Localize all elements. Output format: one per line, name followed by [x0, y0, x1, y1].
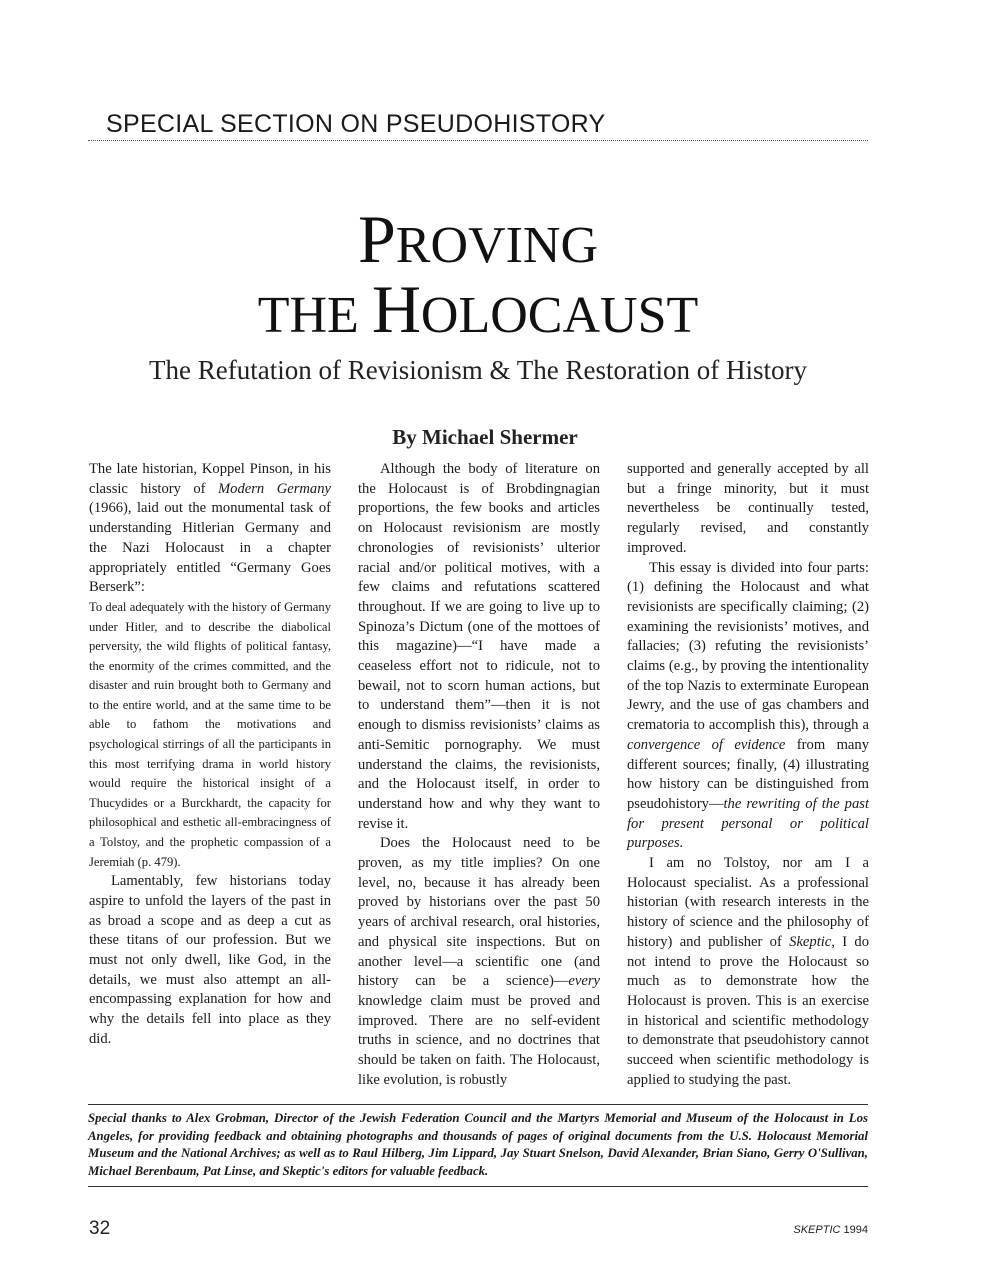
section-header-text: SPECIAL SECTION ON PSEUDOHISTORY: [106, 110, 606, 138]
col3-p2-italic-2: the rewriting of the past for present personal or political purposes.: [627, 795, 869, 852]
page-number: 32: [89, 1218, 111, 1239]
col3-p3-text-a: I am no Tolstoy, nor am I a Holocaust specialist. As a professional historian (with research interests in the history of science and the philosophy of history) and publisher of: [627, 855, 869, 950]
article-title-line-2: [88, 271, 868, 347]
col3-p3-text-b: I do not intend to prove the Holocaust so much as to demonstrate how the Holocaust is proven. This is an exercise in historical and scientific methodology to demonstrate that pseudohistory cannot succeed when scientific methodology is applied to studying the past.: [627, 933, 869, 1088]
col3-p2-text-a: This essay is divided into four parts: (1) defining the Holocaust and what revisionists are specifically claiming; (2) examining the revisionists’ motives, and fallacies; (3) refuting the revisionists’ claims (e.g., by proving the intentionality of the top Nazis to exterminate European Jewry, and the use of gas chambers and crematoria to accomplish this), through a: [627, 559, 869, 734]
col1-paragraph-2: Lamentably, few historians today aspire to unfold the layers of the past in as broad a scope and as deep a cut as these titans of our profession. But we must not only dwell, like God, in the details, we must also attempt an all-encompassing explanation for how and why the details fell into place as they did.: [89, 873, 331, 1047]
col1-p1-text-b: (1966), laid out the monumental task of understanding Hitlerian Germany and the Nazi Holocaust in a chapter appropriately entitled “Germany Goes Berserk”:: [89, 500, 331, 596]
col2-p2-italic: every: [568, 973, 600, 990]
journal-year: 1994: [843, 1224, 868, 1236]
col3-p3-italic: Skeptic,: [789, 933, 835, 950]
title-prefix-the: THE: [257, 287, 372, 344]
col2-paragraph-2: [358, 834, 600, 1090]
journal-footer: [793, 1224, 868, 1236]
col1-p1-text-a: The late historian, Koppel Pinson, in his classic history of: [89, 461, 331, 497]
journal-name: SKEPTIC: [793, 1224, 841, 1236]
byline: By Michael Shermer: [392, 425, 578, 449]
col1-blockquote: To deal adequately with the history of Germany under Hitler, and to describe the diabolical perversity, the wild flights of political fantasy, the enormity of the crimes committed, and the disaster and ruin brought both to Germany and to the entire world, and at the same time to be able to fathom the motivations and psychological stirrings of all the participants in this most terrifying drama in world history would require the historical insight of a Thucydides or a Burckhardt, the capacity for philosophical and esthetic all-embracingness of a Tolstoy, and the prophetic compassion of a Jeremiah (p. 479).: [89, 599, 331, 869]
col3-paragraph-3: [627, 854, 869, 1090]
col1-paragraph-1: [89, 460, 331, 598]
col3-p2-italic-1: convergence of evidence: [627, 736, 786, 753]
section-header: [88, 108, 868, 141]
col3-p2-text-b: from many different sources; finally, (4) illustrating how history can be distinguished from pseudohistory—: [627, 736, 869, 812]
title-initial-h: H: [371, 271, 421, 347]
acknowledgment-box: Special thanks to Alex Grobman, Director of the Jewish Federation Council and the Martyrs Memorial and Museum of the Holocaust in Los Angeles, for providing feedback and obtaining photographs and thousands of pages of original documents from the U.S. Holocaust Memorial Museum and the National Archives; as well as to Raul Hilberg, Jim Lippard, Jay Stuart Snelson, David Alexander, Brian Siano, Gerry O'Sullivan, Michael Berenbaum, Pat Linse, and Skeptic's editors for valuable feedback.: [88, 1104, 868, 1187]
col2-paragraph-1: Although the body of literature on the Holocaust is of Brobdingnagian proportions, the few books and articles on Holocaust revisionism are mostly chronologies of revisionists’ ulterior racial and/or political motives, with a few claims and refutations scattered throughout. If we are going to live up to Spinoza’s Dictum (one of the mottoes of this magazine)—“I have made a ceaseless effort not to ridicule, not to bewail, not to scorn human actions, but to understand them”—then it is not enough to dismiss revisionists’ claims as anti-Semitic pornography. We must understand the claims, the revisionists, and the Holocaust itself, in order to understand how and why they want to revise it.: [358, 461, 600, 832]
col3-paragraph-1: supported and generally accepted by all but a fringe minority, but it must nevertheless be continually tested, regularly revised, and constantly improved.: [627, 461, 869, 556]
article-title-line-1: [88, 201, 868, 277]
title-rest-olocaust: OLOCAUST: [420, 287, 699, 344]
col2-p2-text-b: knowledge claim must be proved and improved. There are no self-evident truths in science, and no doctrines that should be taken on faith. The Holocaust, like evolution, is robustly: [358, 992, 600, 1088]
col1-p1-book-title: Modern Germany: [218, 480, 331, 497]
article-subtitle: The Refutation of Revisionism & The Restoration of History: [149, 355, 807, 385]
column-2: [358, 460, 600, 1091]
title-rest-roving: ROVING: [395, 217, 599, 274]
col2-p2-text-a: Does the Holocaust need to be proven, as my title implies? On one level, no, because it has already been proved by historians over the past 50 years of archival research, oral histories, and physical site inspections. But on another level—a scientific one (and history can be a science)—: [358, 835, 600, 990]
col3-paragraph-2: [627, 559, 869, 855]
title-initial-p: P: [357, 201, 396, 277]
column-1: [89, 460, 331, 1050]
column-3: [627, 460, 869, 1091]
